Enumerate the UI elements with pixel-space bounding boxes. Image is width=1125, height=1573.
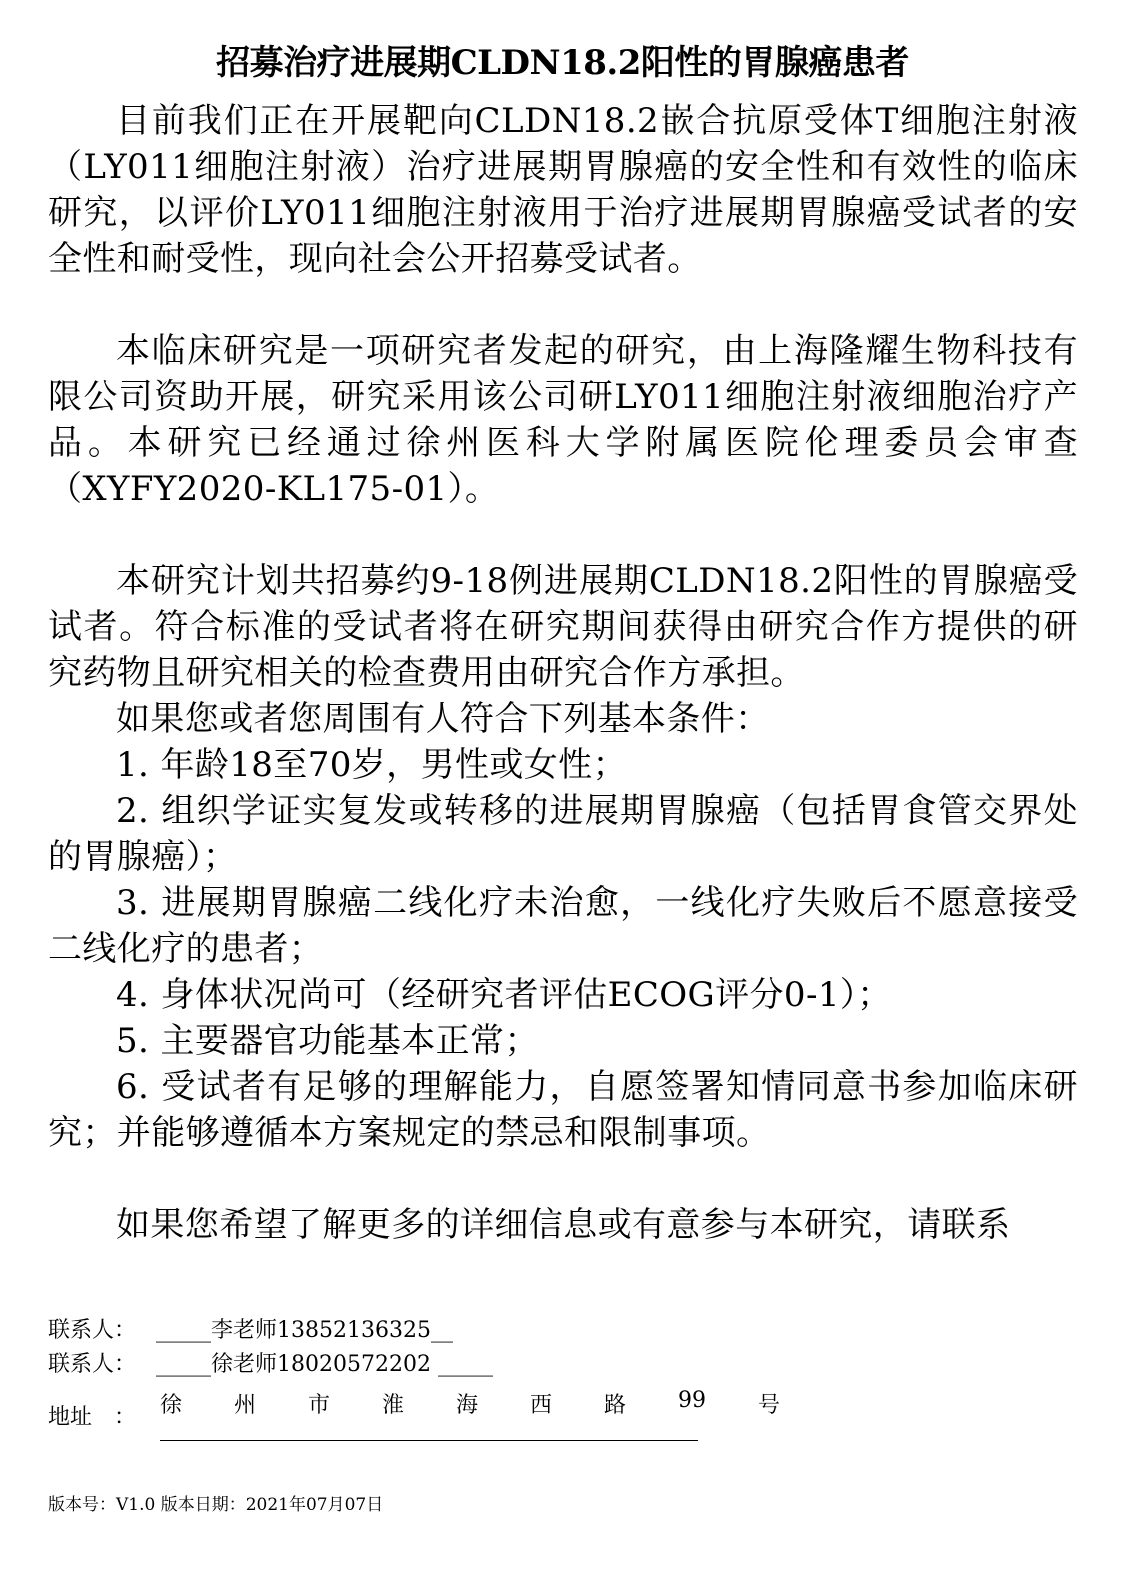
sponsor-paragraph: 本临床研究是一项研究者发起的研究，由上海隆耀生物科技有限公司资助开展，研究采用该公司研LY011细胞注射液细胞治疗产品。本研究已经通过徐州医科大学附属医院伦理委员会审查（XYFY2020-KL175-01）。 <box>48 331 1078 509</box>
enrollment-paragraph: 本研究计划共招募约9-18例进展期CLDN18.2阳性的胃腺癌受试者。符合标准的受试者将在研究期间获得由研究合作方提供的研究药物且研究相关的检查费用由研究合作方承担。 <box>48 561 1078 693</box>
criteria-intro: 如果您或者您周围有人符合下列基本条件： <box>116 699 770 739</box>
criteria-item: 3. 进展期胃腺癌二线化疗未治愈，一线化疗失败后不愿意接受二线化疗的患者； <box>48 883 1078 969</box>
document-title: 招募治疗进展期CLDN18.2阳性的胃腺癌患者 <box>216 43 909 83</box>
address-char: 99 <box>678 1388 706 1413</box>
criteria-item: 6. 受试者有足够的理解能力，自愿签署知情同意书参加临床研究；并能够遵循本方案规定的禁忌和限制事项。 <box>48 1067 1078 1153</box>
contact-label: 联系人： <box>48 1352 137 1377</box>
criteria-item: 2. 组织学证实复发或转移的进展期胃腺癌（包括胃食管交界处的胃腺癌）； <box>48 791 1078 877</box>
address-char: 号 <box>757 1393 780 1418</box>
address-char: 市 <box>308 1393 331 1418</box>
criteria-item: 5. 主要器官功能基本正常； <box>116 1021 539 1061</box>
contact-value: _____徐老师18020572202 _____ <box>156 1352 493 1377</box>
address-char: 淮 <box>382 1393 405 1418</box>
document-body <box>48 98 1078 1248</box>
address-char: 徐 <box>160 1393 183 1418</box>
address-char: 海 <box>456 1393 479 1418</box>
version-footer: 版本号：V1.0 版本日期：2021年07月07日 <box>48 1495 384 1515</box>
address-char: 州 <box>234 1393 257 1418</box>
address-underline <box>160 1440 698 1441</box>
contact-row <box>48 1316 453 1346</box>
criteria-item: 4. 身体状况尚可（经研究者评估ECOG评分0-1）； <box>116 975 892 1015</box>
closing-paragraph: 如果您希望了解更多的详细信息或有意参与本研究，请联系 <box>116 1205 1011 1245</box>
address-char: 西 <box>530 1393 553 1418</box>
address-value <box>160 1388 780 1419</box>
address-label: 地址 ： <box>48 1405 137 1430</box>
contact-row <box>48 1350 493 1380</box>
criteria-item: 1. 年龄18至70岁，男性或女性； <box>116 745 627 785</box>
contact-label: 联系人： <box>48 1318 137 1343</box>
contact-value: _____李老师13852136325__ <box>156 1318 453 1343</box>
intro-paragraph: 目前我们正在开展靶向CLDN18.2嵌合抗原受体T细胞注射液（LY011细胞注射液）治疗进展期胃腺癌的安全性和有效性的临床研究，以评价LY011细胞注射液用于治疗进展期胃腺癌受试者的安全性和耐受性，现向社会公开招募受试者。 <box>48 101 1078 279</box>
address-char: 路 <box>604 1393 627 1418</box>
